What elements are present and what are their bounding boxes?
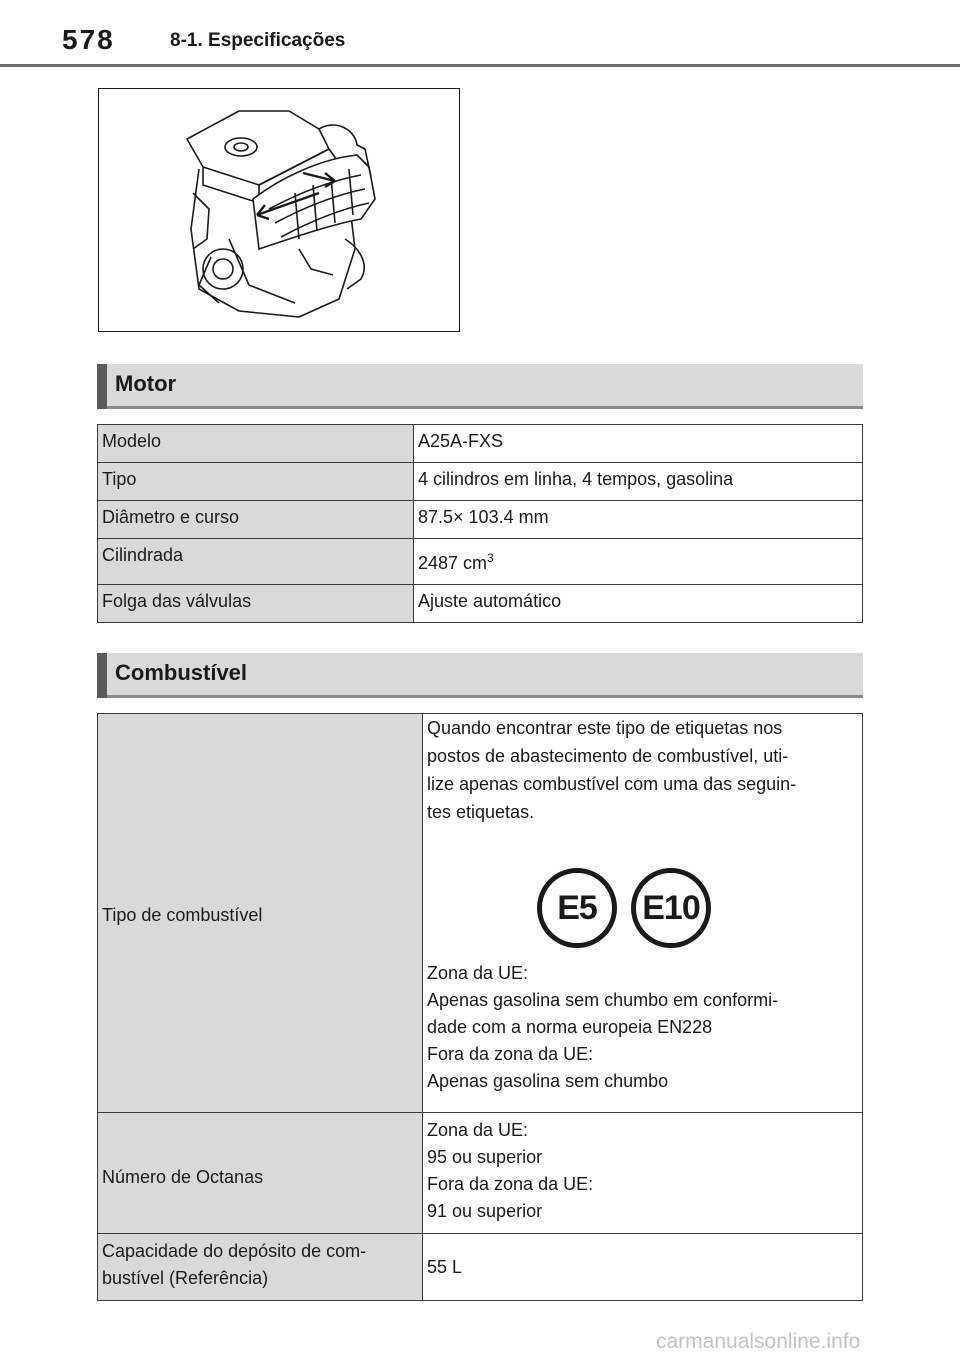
- section-heading-motor: [97, 364, 863, 409]
- text-line: Fora da zona da UE:: [427, 1174, 594, 1194]
- text-line: tes etiquetas.: [427, 802, 535, 822]
- page-header: [0, 0, 960, 66]
- text-line: postos de abastecimento de combustível, uti-: [427, 746, 789, 766]
- engine-drawing-icon: [99, 89, 458, 330]
- text-line: dade com a norma europeia EN228: [427, 1017, 713, 1037]
- section-title-motor: Motor: [115, 371, 177, 396]
- table-row: [98, 714, 863, 1113]
- table-row: [98, 1113, 863, 1234]
- section-accent: [97, 364, 107, 409]
- text-line: Fora da zona da UE:: [427, 1044, 594, 1064]
- spec-label: Cilindrada: [98, 539, 414, 585]
- fuel-type-notes: [427, 960, 858, 1095]
- table-row: [98, 585, 863, 623]
- table-row: [98, 501, 863, 539]
- spec-value: 87.5× 103.4 mm: [414, 501, 863, 539]
- fuel-badge-e5: E5: [537, 868, 617, 948]
- section-title: 8-1. Especificações: [170, 30, 346, 51]
- page-number: 578: [62, 24, 115, 55]
- spec-label: Tipo: [98, 463, 414, 501]
- fuel-type-label: Tipo de combustível: [102, 904, 263, 925]
- capacity-value: 55 L: [427, 1256, 463, 1277]
- spec-value: 4 cilindros em linha, 4 tempos, gasolina: [414, 463, 863, 501]
- capacity-label: [102, 1234, 418, 1292]
- spec-value: A25A-FXS: [414, 425, 863, 463]
- spec-label: [98, 714, 423, 1113]
- text-line: 91 ou superior: [427, 1201, 543, 1221]
- motor-spec-table: [97, 424, 863, 623]
- spec-label: Modelo: [98, 425, 414, 463]
- fuel-type-intro: [427, 714, 858, 826]
- text-line: Apenas gasolina sem chumbo: [427, 1071, 669, 1091]
- spec-value: [423, 1113, 863, 1234]
- spec-value: [423, 714, 863, 1113]
- fuel-badge-e10: E10: [631, 868, 711, 948]
- displacement-value: 2487 cm: [418, 553, 488, 573]
- spec-label: Folga das válvulas: [98, 585, 414, 623]
- octane-notes: [427, 1117, 858, 1225]
- text-line: Quando encontrar este tipo de etiquetas nos: [427, 718, 783, 738]
- text-line: Zona da UE:: [427, 1120, 529, 1140]
- section-accent: [97, 653, 107, 698]
- watermark: carmanualsonline.info: [656, 1330, 861, 1353]
- text-line: 95 ou superior: [427, 1147, 543, 1167]
- table-row: [98, 425, 863, 463]
- text-line: lize apenas combustível com uma das seguin-: [427, 774, 797, 794]
- spec-label: [98, 1113, 423, 1234]
- superscript: 3: [487, 551, 494, 565]
- text-line: bustível (Referência): [102, 1268, 269, 1288]
- fuel-label-badges: [427, 868, 858, 948]
- text-line: Capacidade do depósito de com-: [102, 1241, 367, 1261]
- section-title-fuel: Combustível: [115, 660, 248, 685]
- spec-value: Ajuste automático: [414, 585, 863, 623]
- spec-label: Diâmetro e curso: [98, 501, 414, 539]
- text-line: Zona da UE:: [427, 963, 529, 983]
- section-heading-fuel: [97, 653, 863, 698]
- octane-label: Número de Octanas: [102, 1166, 264, 1187]
- table-row: [98, 1234, 863, 1301]
- table-row: [98, 539, 863, 585]
- text-line: Apenas gasolina sem chumbo em conformi-: [427, 990, 779, 1010]
- table-row: [98, 463, 863, 501]
- spec-value: [423, 1234, 863, 1301]
- spec-value: [414, 539, 863, 585]
- spec-label: [98, 1234, 423, 1301]
- fuel-spec-table: [97, 713, 863, 1301]
- header-divider: [0, 64, 960, 67]
- engine-illustration: [98, 88, 460, 332]
